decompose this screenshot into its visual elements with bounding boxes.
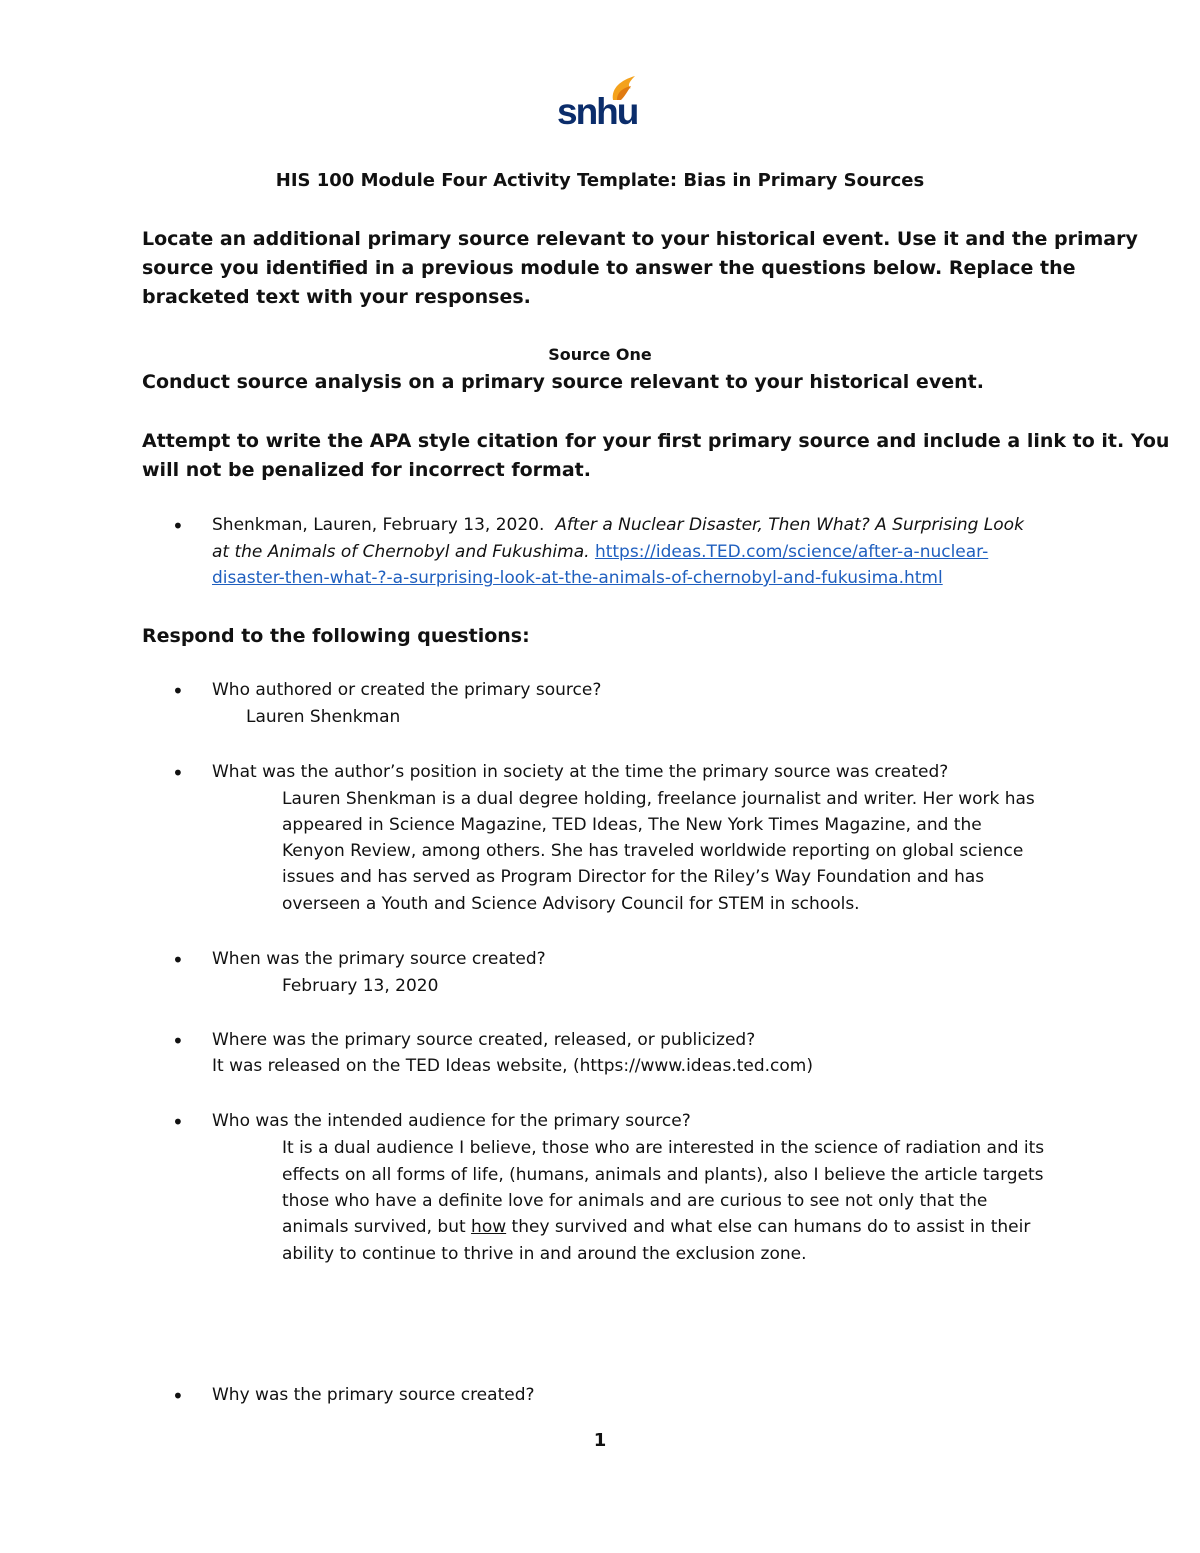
citation-line-2 [212, 542, 988, 562]
bullet-q1: • [172, 679, 184, 703]
page-number: 1 [593, 1430, 607, 1451]
q3-question: When was the primary source created? [212, 949, 546, 969]
q1-answer: Lauren Shenkman [246, 707, 401, 727]
q5-answer-line: It is a dual audience I believe, those who are interested in the science of radiation and its [282, 1138, 1045, 1158]
q5-answer-line: effects on all forms of life, (humans, animals and plants), also I believe the article targets [282, 1165, 1044, 1185]
bullet-q4: • [172, 1029, 184, 1053]
q1-question: Who authored or created the primary source? [212, 680, 602, 700]
q5-answer-emphasis: how [471, 1217, 507, 1237]
q5-answer-post: they survived and what else can humans do to assist in their [506, 1217, 1031, 1237]
q5-question: Who was the intended audience for the primary source? [212, 1111, 691, 1131]
bullet-q6: • [172, 1384, 184, 1408]
page-title: HIS 100 Module Four Activity Template: Bias in Primary Sources [275, 170, 925, 191]
intro-line-3: bracketed text with your responses. [142, 286, 531, 308]
citation-author: Shenkman, Lauren, February 13, 2020. [212, 515, 545, 535]
attempt-line-2: will not be penalized for incorrect format. [142, 459, 591, 481]
respond-heading: Respond to the following questions: [142, 625, 530, 647]
bullet-q3: • [172, 948, 184, 972]
citation-title-cont: at the Animals of Chernobyl and Fukushima. [212, 542, 590, 562]
q5-answer-line [282, 1217, 1030, 1237]
attempt-line-1: Attempt to write the APA style citation for your first primary source and include a link to it. You [142, 430, 1170, 452]
source-heading: Source One [548, 345, 652, 364]
intro-line-1: Locate an additional primary source relevant to your historical event. Use it and the primary [142, 228, 1138, 250]
q6-question: Why was the primary source created? [212, 1385, 535, 1405]
intro-line-2: source you identified in a previous module to answer the questions below. Replace the [142, 257, 1076, 279]
q5-answer-line: those who have a definite love for animals and are curious to see not only that the [282, 1191, 988, 1211]
q2-answer-line: Lauren Shenkman is a dual degree holding, freelance journalist and writer. Her work has [282, 789, 1035, 809]
q2-answer-line: issues and has served as Program Director for the Riley’s Way Foundation and has [282, 867, 985, 887]
q2-question: What was the author’s position in society at the time the primary source was created? [212, 762, 949, 782]
citation-link-cont[interactable]: disaster-then-what-?-a-surprising-look-at-the-animals-of-chernobyl-and-fukusima.html [212, 568, 943, 588]
q3-answer: February 13, 2020 [282, 976, 439, 996]
q5-answer-line: ability to continue to thrive in and around the exclusion zone. [282, 1244, 807, 1264]
q2-answer-line: overseen a Youth and Science Advisory Council for STEM in schools. [282, 894, 860, 914]
citation-line-1 [212, 515, 1024, 535]
bullet-q2: • [172, 761, 184, 785]
logo-text: snhu [557, 91, 638, 132]
bullet-q5: • [172, 1110, 184, 1134]
q4-question: Where was the primary source created, released, or publicized? [212, 1030, 756, 1050]
q2-answer-line: appeared in Science Magazine, TED Ideas, The New York Times Magazine, and the [282, 815, 982, 835]
bullet-citation: • [172, 514, 184, 538]
q2-answer-line: Kenyon Review, among others. She has traveled worldwide reporting on global science [282, 841, 1024, 861]
snhu-logo [553, 72, 643, 134]
q4-answer: It was released on the TED Ideas website, (https://www.ideas.ted.com) [212, 1056, 813, 1076]
citation-link[interactable]: https://ideas.TED.com/science/after-a-nuclear- [594, 542, 989, 562]
citation-line-3 [212, 568, 943, 588]
q5-answer-pre: animals survived, but [282, 1217, 472, 1237]
citation-title: After a Nuclear Disaster, Then What? A Surprising Look [555, 515, 1024, 535]
conduct-instruction: Conduct source analysis on a primary source relevant to your historical event. [142, 371, 984, 393]
